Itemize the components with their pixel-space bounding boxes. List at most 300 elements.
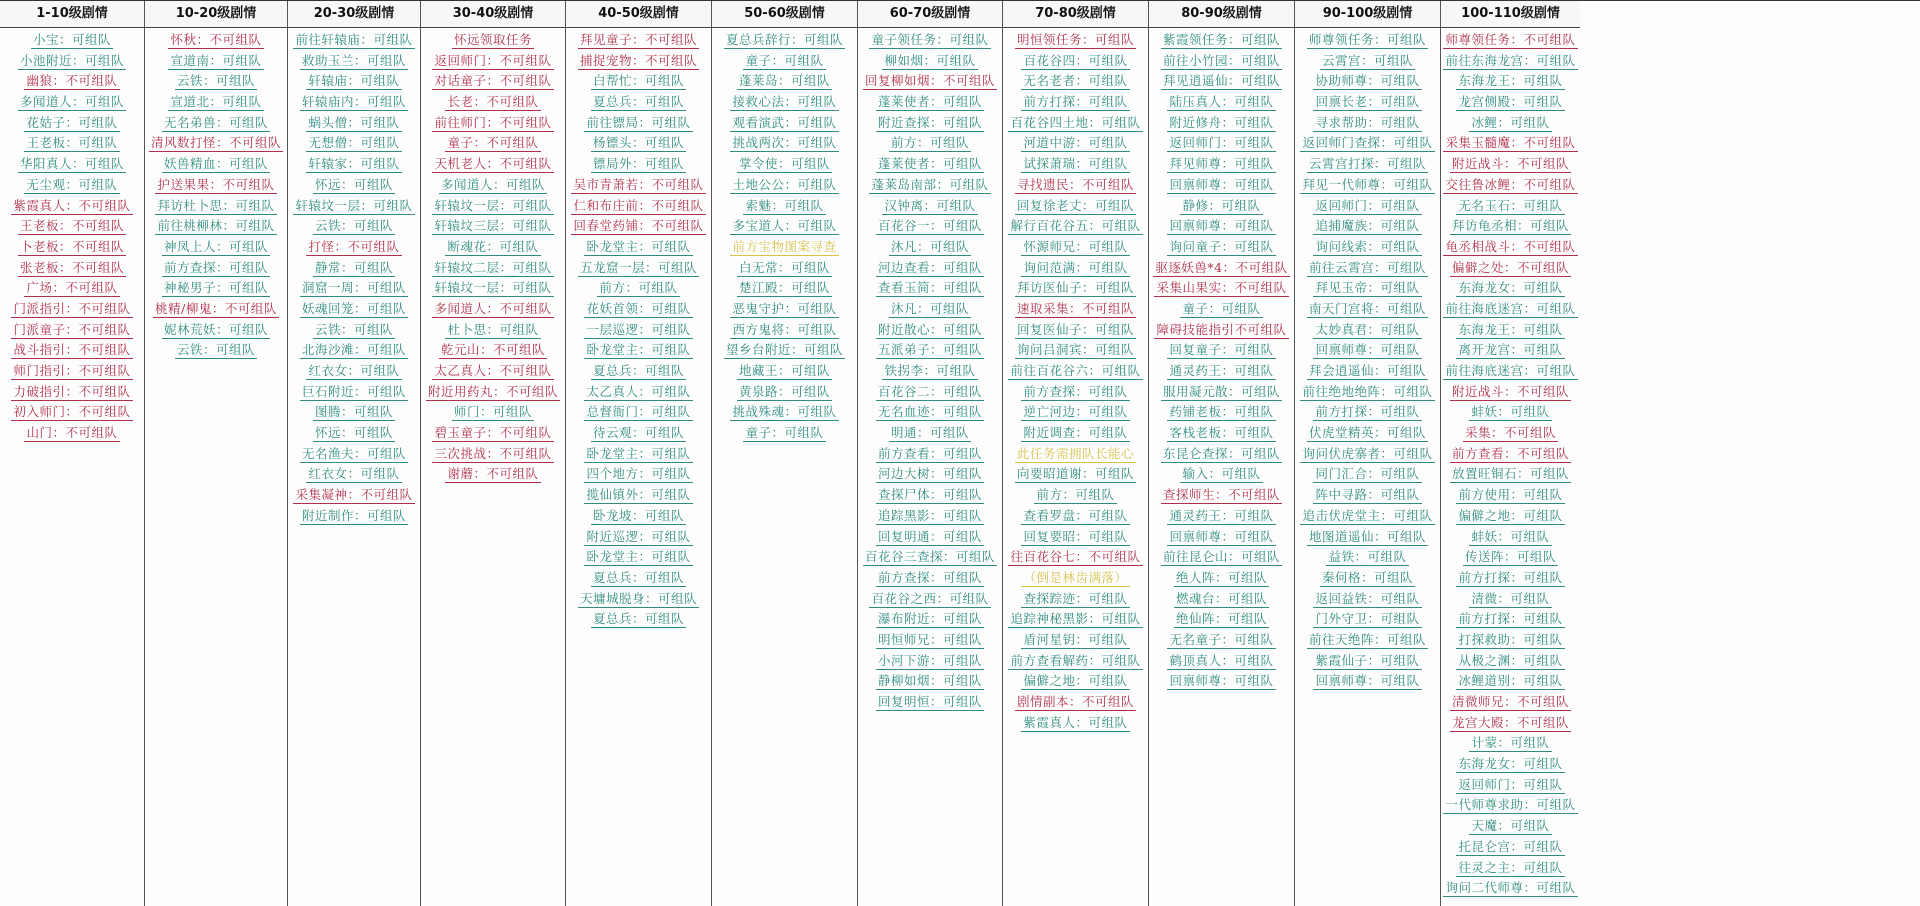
quest-row xyxy=(1441,423,1580,444)
quest-entry: 沐凡：可组队 xyxy=(890,238,969,254)
quest-row xyxy=(421,196,565,217)
quest-row xyxy=(712,216,857,237)
quest-row xyxy=(0,196,144,217)
quest-entry: 太乙真人：可组队 xyxy=(586,383,691,399)
quest-entry: 花妖首领：可组队 xyxy=(586,300,691,316)
quest-row xyxy=(566,175,711,196)
quest-entry: 追击伏虎堂主：可组队 xyxy=(1302,507,1433,523)
quest-entry: （倒是林齿满落） xyxy=(1023,569,1128,585)
quest-entry: 静柳如烟：可组队 xyxy=(877,673,982,689)
quest-row xyxy=(1441,795,1580,816)
quest-row xyxy=(858,444,1002,465)
quest-entry: 无名老者：可组队 xyxy=(1023,73,1128,89)
quest-row xyxy=(566,30,711,51)
quest-entry: 童子领任务：可组队 xyxy=(871,32,989,47)
quest-row xyxy=(1149,485,1294,506)
quest-row xyxy=(712,51,857,72)
quest-entry: 偏僻之处：不可组队 xyxy=(1451,259,1569,275)
quest-entry: 妮林荒妖：可组队 xyxy=(163,321,268,337)
quest-entry: 蚌妖：可组队 xyxy=(1471,404,1550,420)
quest-entry: 询问二代师尊：可组队 xyxy=(1445,880,1576,896)
quest-entry: 服用凝元散：可组队 xyxy=(1162,383,1280,399)
quest-row xyxy=(288,382,420,403)
quest-entry: 紫霞真人：可组队 xyxy=(1023,714,1128,730)
quest-row xyxy=(288,423,420,444)
quest-row xyxy=(1149,464,1294,485)
quest-entry: 询问范满：可组队 xyxy=(1023,259,1128,275)
quest-row xyxy=(145,71,287,92)
column-header: 40-50级剧情 xyxy=(566,1,711,28)
quest-entry: 无名弟兽：可组队 xyxy=(163,114,268,130)
quest-row xyxy=(421,30,565,51)
quest-entry: 轩辕坟一层：可组队 xyxy=(434,197,552,213)
quest-entry: 协助师尊：可组队 xyxy=(1315,73,1420,89)
quest-entry: 询问线索：可组队 xyxy=(1315,238,1420,254)
quest-entry: 龙宫侧殿：可组队 xyxy=(1458,94,1563,110)
quest-row xyxy=(1441,196,1580,217)
quest-row xyxy=(1295,175,1440,196)
quest-row xyxy=(1149,527,1294,548)
quest-entry: 同门汇合：可组队 xyxy=(1315,466,1420,482)
quest-row xyxy=(1295,609,1440,630)
quest-row xyxy=(858,589,1002,610)
quest-row xyxy=(0,320,144,341)
quest-row xyxy=(1295,113,1440,134)
quest-entry: 战斗指引：不可组队 xyxy=(13,342,131,358)
quest-row xyxy=(1441,671,1580,692)
quest-entry: 燃魂台：可组队 xyxy=(1175,590,1267,606)
quest-entry: 附近查探：可组队 xyxy=(877,114,982,130)
quest-entry: 镖局外：可组队 xyxy=(592,156,684,172)
quest-row xyxy=(712,402,857,423)
quest-row xyxy=(1295,258,1440,279)
quest-row xyxy=(0,71,144,92)
quest-row xyxy=(421,237,565,258)
quest-entry: 伏虎堂精英：可组队 xyxy=(1308,425,1426,441)
quest-entry: 输入：可组队 xyxy=(1182,466,1261,482)
quest-entry: 采集玉髓魔：不可组队 xyxy=(1445,135,1576,151)
quest-entry: 宣道南：可组队 xyxy=(170,52,262,68)
quest-entry: 拜会逍遥仙：可组队 xyxy=(1308,363,1426,378)
quest-entry: 土地公公：可组队 xyxy=(732,176,837,192)
quest-row xyxy=(1003,568,1148,589)
quest-entry: 华阳真人：可组队 xyxy=(19,156,124,172)
quest-entry: 观看演武：可组队 xyxy=(732,114,837,130)
quest-entry: 前方查探：可组队 xyxy=(1023,383,1128,399)
quest-row xyxy=(858,527,1002,548)
quest-list xyxy=(421,28,565,485)
quest-row xyxy=(1441,878,1580,899)
quest-entry: 云霄宫：可组队 xyxy=(1321,52,1413,68)
quest-row xyxy=(858,299,1002,320)
quest-entry: 五龙窟一层：可组队 xyxy=(579,259,697,275)
quest-row xyxy=(145,175,287,196)
column-header: 80-90级剧情 xyxy=(1149,1,1294,28)
quest-entry: 揽仙镇外：可组队 xyxy=(586,487,691,503)
quest-row xyxy=(1295,464,1440,485)
quest-entry: 一层巡逻：可组队 xyxy=(586,321,691,337)
quest-row xyxy=(566,320,711,341)
quest-entry: 天魔：可组队 xyxy=(1471,818,1550,834)
quest-row xyxy=(1441,361,1580,382)
quest-row xyxy=(1003,547,1148,568)
quest-row xyxy=(858,464,1002,485)
quest-entry: 天墉城脱身：可组队 xyxy=(579,590,697,606)
quest-row xyxy=(1441,402,1580,423)
quest-row xyxy=(145,92,287,113)
quest-entry: 查看玉简：可组队 xyxy=(877,280,982,296)
quest-entry: 妖魂回笼：可组队 xyxy=(301,300,406,316)
quest-row xyxy=(566,237,711,258)
quest-entry: 卧龙堂主：可组队 xyxy=(586,238,691,254)
quest-row xyxy=(1003,527,1148,548)
quest-entry: 附近制作：可组队 xyxy=(301,507,406,523)
quest-entry: 回复要昭：可组队 xyxy=(1023,528,1128,544)
quest-entry: 回禀师尊：可组队 xyxy=(1169,176,1274,192)
level-column xyxy=(1148,1,1294,906)
quest-entry: 恶鬼守护：可组队 xyxy=(732,300,837,316)
quest-entry: 捕捉宠物：不可组队 xyxy=(579,52,697,68)
quest-entry: 前方打探：可组队 xyxy=(1458,611,1563,627)
quest-entry: 救助玉兰：可组队 xyxy=(301,52,406,68)
quest-entry: 从极之渊：可组队 xyxy=(1458,652,1563,668)
quest-entry: 前往百花谷六：可组队 xyxy=(1010,363,1141,378)
quest-entry: 师门：可组队 xyxy=(453,404,532,420)
quest-entry: 轩辕坟三层：可组队 xyxy=(434,218,552,234)
quest-row xyxy=(145,51,287,72)
quest-entry: 盾河星钥：可组队 xyxy=(1023,631,1128,647)
quest-entry: 前往桃柳林：可组队 xyxy=(157,218,275,234)
column-header: 50-60级剧情 xyxy=(712,1,857,28)
quest-row xyxy=(0,402,144,423)
quest-entry: 卜老板：不可组队 xyxy=(19,238,124,254)
quest-row xyxy=(421,92,565,113)
quest-row xyxy=(1003,485,1148,506)
quest-row xyxy=(1441,754,1580,775)
quest-entry: 杨镖头：可组队 xyxy=(592,135,684,151)
quest-entry: 前往轩辕庙：可组队 xyxy=(295,32,413,47)
quest-entry: 师尊领任务：不可组队 xyxy=(1445,32,1576,47)
quest-row xyxy=(145,237,287,258)
quest-row xyxy=(1441,775,1580,796)
quest-row xyxy=(1003,237,1148,258)
quest-list xyxy=(1295,28,1440,692)
quest-entry: 前往东海龙宫：可组队 xyxy=(1445,52,1576,68)
quest-entry: 巨石附近：可组队 xyxy=(301,383,406,399)
quest-list xyxy=(858,28,1002,713)
column-header: 100-110级剧情 xyxy=(1441,1,1580,28)
quest-entry: 卧龙堂主：可组队 xyxy=(586,445,691,461)
quest-entry: 明通：可组队 xyxy=(890,425,969,441)
quest-entry: 询问吕洞宾：可组队 xyxy=(1016,342,1134,358)
quest-row xyxy=(712,423,857,444)
quest-entry: 三次挑战：不可组队 xyxy=(434,445,552,461)
column-header: 1-10级剧情 xyxy=(0,1,144,28)
quest-row xyxy=(421,444,565,465)
quest-entry: 前往小竹园：可组队 xyxy=(1162,52,1280,68)
quest-row xyxy=(145,258,287,279)
quest-entry: 前方查探：可组队 xyxy=(877,569,982,585)
quest-entry: 蓬莱使者：可组队 xyxy=(877,156,982,172)
quest-row xyxy=(421,382,565,403)
quest-entry: 轩辕庙内：可组队 xyxy=(301,94,406,110)
quest-entry: 夏总兵：可组队 xyxy=(592,569,684,585)
quest-row xyxy=(145,299,287,320)
quest-entry: 清风数打怪：不可组队 xyxy=(150,135,281,151)
quest-row xyxy=(1441,154,1580,175)
quest-entry: 张老板：不可组队 xyxy=(19,259,124,275)
quest-entry: 一代师尊求助：可组队 xyxy=(1445,797,1576,813)
quest-row xyxy=(566,547,711,568)
quest-row xyxy=(288,278,420,299)
quest-entry: 夏总兵：可组队 xyxy=(592,611,684,627)
quest-row xyxy=(858,361,1002,382)
quest-row xyxy=(0,361,144,382)
quest-row xyxy=(858,133,1002,154)
quest-row xyxy=(1441,527,1580,548)
quest-entry: 紫霞仙子：可组队 xyxy=(1315,652,1420,668)
quest-entry: 幽狼：不可组队 xyxy=(26,73,118,89)
quest-entry: 回禀师尊：可组队 xyxy=(1169,218,1274,234)
quest-entry: 解行百花谷五：可组队 xyxy=(1010,218,1141,234)
quest-row xyxy=(712,92,857,113)
quest-entry: 门派指引：不可组队 xyxy=(13,300,131,316)
quest-entry: 前方：可组队 xyxy=(599,280,678,296)
quest-entry: 追踪黑影：可组队 xyxy=(877,507,982,523)
quest-entry: 云铁：可组队 xyxy=(314,321,393,337)
quest-entry: 西方鬼将：可组队 xyxy=(732,321,837,337)
quest-row xyxy=(421,113,565,134)
quest-entry: 多闻道人：不可组队 xyxy=(434,300,552,316)
quest-entry: 无尘观：可组队 xyxy=(26,176,118,192)
quest-entry: 花姑子：可组队 xyxy=(26,114,118,130)
quest-entry: 前往师门：不可组队 xyxy=(434,114,552,130)
quest-row xyxy=(566,299,711,320)
column-header: 30-40级剧情 xyxy=(421,1,565,28)
quest-row xyxy=(1149,589,1294,610)
quest-row xyxy=(1149,175,1294,196)
level-column xyxy=(287,1,420,906)
quest-entry: 鹤顶真人：可组队 xyxy=(1169,652,1274,668)
quest-row xyxy=(421,423,565,444)
quest-row xyxy=(566,278,711,299)
quest-entry: 冰鲤道别：可组队 xyxy=(1458,673,1563,689)
quest-row xyxy=(1003,444,1148,465)
quest-row xyxy=(421,154,565,175)
quest-row xyxy=(1295,320,1440,341)
quest-row xyxy=(1441,51,1580,72)
quest-row xyxy=(858,485,1002,506)
quest-list xyxy=(0,28,144,444)
quest-row xyxy=(1295,651,1440,672)
quest-entry: 返回益铁：可组队 xyxy=(1315,590,1420,606)
quest-entry: 夏总兵：可组队 xyxy=(592,363,684,378)
quest-entry: 接救心法：可组队 xyxy=(732,94,837,110)
quest-entry: 蜗头僧：可组队 xyxy=(308,114,400,130)
quest-entry: 追捕魔族：可组队 xyxy=(1315,218,1420,234)
level-column xyxy=(1440,1,1580,906)
quest-entry: 追踪神秘黑影：可组队 xyxy=(1010,611,1141,627)
quest-row xyxy=(1003,320,1148,341)
quest-row xyxy=(566,382,711,403)
quest-entry: 百花谷四土地：可组队 xyxy=(1010,114,1141,130)
quest-row xyxy=(566,113,711,134)
quest-row xyxy=(858,216,1002,237)
quest-entry: 瀑布附近：可组队 xyxy=(877,611,982,627)
quest-entry: 河道中游：可组队 xyxy=(1023,135,1128,151)
quest-list xyxy=(1149,28,1294,692)
quest-row xyxy=(0,340,144,361)
quest-entry: 百花谷三查探：可组队 xyxy=(864,549,995,565)
quest-entry: 多宝道人：可组队 xyxy=(732,218,837,234)
quest-entry: 待云观：可组队 xyxy=(592,425,684,441)
quest-entry: 云铁：可组队 xyxy=(176,342,255,358)
quest-entry: 小池附近：可组队 xyxy=(19,52,124,68)
quest-row xyxy=(288,154,420,175)
quest-row xyxy=(858,258,1002,279)
quest-row xyxy=(288,258,420,279)
quest-entry: 童子：可组队 xyxy=(745,425,824,441)
quest-row xyxy=(145,196,287,217)
quest-row xyxy=(1149,92,1294,113)
quest-entry: 绝人阵：可组队 xyxy=(1175,569,1267,585)
quest-row xyxy=(1441,444,1580,465)
quest-row xyxy=(1295,382,1440,403)
quest-entry: 王老板：不可组队 xyxy=(19,218,124,234)
quest-row xyxy=(288,71,420,92)
quest-row xyxy=(1295,299,1440,320)
quest-row xyxy=(1295,216,1440,237)
quest-entry: 通灵药王：可组队 xyxy=(1169,507,1274,523)
quest-entry: 寻找遗民：不可组队 xyxy=(1016,176,1134,192)
quest-entry: 拜见一代师尊：可组队 xyxy=(1302,176,1433,192)
quest-row xyxy=(1003,133,1148,154)
quest-row xyxy=(0,237,144,258)
quest-row xyxy=(1441,71,1580,92)
quest-entry: 陆压真人：可组队 xyxy=(1169,94,1274,110)
quest-entry: 碧玉童子：不可组队 xyxy=(434,425,552,441)
quest-row xyxy=(1003,382,1148,403)
quest-entry: 客栈老板：可组队 xyxy=(1169,425,1274,441)
quest-entry: 回复徐老丈：可组队 xyxy=(1016,197,1134,213)
quest-row xyxy=(288,133,420,154)
quest-entry: 前往海底迷宫：可组队 xyxy=(1445,300,1576,316)
quest-row xyxy=(1441,837,1580,858)
quest-entry: 楚江殿：可组队 xyxy=(738,280,830,296)
column-header: 60-70级剧情 xyxy=(858,1,1002,28)
quest-row xyxy=(1003,340,1148,361)
quest-entry: 龟丞相战斗：不可组队 xyxy=(1445,238,1576,254)
quest-row xyxy=(566,527,711,548)
quest-entry: 护送果果：不可组队 xyxy=(157,176,275,192)
quest-row xyxy=(1149,423,1294,444)
quest-row xyxy=(145,113,287,134)
quest-row xyxy=(0,92,144,113)
quest-row xyxy=(145,133,287,154)
quest-entry: 天机老人：不可组队 xyxy=(434,156,552,172)
quest-row xyxy=(288,464,420,485)
quest-row xyxy=(566,464,711,485)
quest-row xyxy=(1003,692,1148,713)
quest-entry: 多闻道人：可组队 xyxy=(440,176,545,192)
quest-row xyxy=(1149,361,1294,382)
level-column xyxy=(0,1,144,906)
quest-row xyxy=(288,113,420,134)
quest-entry: 前方使用：可组队 xyxy=(1458,487,1563,503)
quest-row xyxy=(712,237,857,258)
quest-entry: 交往鲁冰鲤：不可组队 xyxy=(1445,176,1576,192)
quest-row xyxy=(858,30,1002,51)
quest-entry: 逆亡河边：可组队 xyxy=(1023,404,1128,420)
quest-entry: 云霄宫打探：可组队 xyxy=(1308,156,1426,172)
quest-row xyxy=(858,609,1002,630)
quest-row xyxy=(421,464,565,485)
quest-entry: 返回师门：不可组队 xyxy=(434,52,552,68)
quest-entry: 返回师门：可组队 xyxy=(1458,776,1563,792)
quest-entry: 怀远：可组队 xyxy=(314,425,393,441)
quest-entry: 前方查看：可组队 xyxy=(877,445,982,461)
level-column xyxy=(857,1,1002,906)
quest-row xyxy=(1441,133,1580,154)
quest-row xyxy=(1003,402,1148,423)
quest-entry: 明恒师兄：可组队 xyxy=(877,631,982,647)
quest-row xyxy=(1149,237,1294,258)
quest-row xyxy=(1441,547,1580,568)
quest-row xyxy=(712,113,857,134)
quest-row xyxy=(1003,609,1148,630)
quest-row xyxy=(1441,113,1580,134)
quest-row xyxy=(421,175,565,196)
level-column xyxy=(144,1,287,906)
quest-row xyxy=(712,299,857,320)
quest-entry: 拜见玉帝：可组队 xyxy=(1315,280,1420,296)
quest-entry: 试探萧瑞：可组队 xyxy=(1023,156,1128,172)
quest-row xyxy=(1441,692,1580,713)
quest-row xyxy=(0,175,144,196)
quest-row xyxy=(0,133,144,154)
quest-row xyxy=(566,506,711,527)
quest-entry: 百花谷二：可组队 xyxy=(877,383,982,399)
quest-entry: 附近巡逻：可组队 xyxy=(586,528,691,544)
quest-entry: 夏总兵：可组队 xyxy=(592,94,684,110)
quest-entry: 附近调查：可组队 xyxy=(1023,425,1128,441)
quest-entry: 查探尸体：可组队 xyxy=(877,487,982,503)
quest-row xyxy=(566,589,711,610)
quest-row xyxy=(288,402,420,423)
quest-row xyxy=(1295,402,1440,423)
quest-row xyxy=(1295,568,1440,589)
quest-entry: 回禀长老：可组队 xyxy=(1315,94,1420,110)
quest-row xyxy=(1295,30,1440,51)
quest-entry: 地图道遥仙：可组队 xyxy=(1308,528,1426,544)
quest-entry: 柳如烟：可组队 xyxy=(884,52,976,68)
quest-row xyxy=(0,258,144,279)
quest-entry: 静修：可组队 xyxy=(1182,197,1261,213)
quest-entry: 云铁：可组队 xyxy=(314,218,393,234)
quest-row xyxy=(1149,196,1294,217)
quest-list xyxy=(566,28,711,630)
quest-entry: 无名玉石：可组队 xyxy=(1458,197,1563,213)
quest-row xyxy=(421,320,565,341)
quest-row xyxy=(1149,382,1294,403)
quest-entry: 挑战两次：可组队 xyxy=(732,135,837,151)
quest-row xyxy=(1149,402,1294,423)
quest-row xyxy=(1149,71,1294,92)
quest-entry: 打探救助：可组队 xyxy=(1458,631,1563,647)
quest-row xyxy=(288,320,420,341)
quest-entry: 阵中寻路：可组队 xyxy=(1315,487,1420,503)
quest-entry: 计蒙：可组队 xyxy=(1471,735,1550,751)
